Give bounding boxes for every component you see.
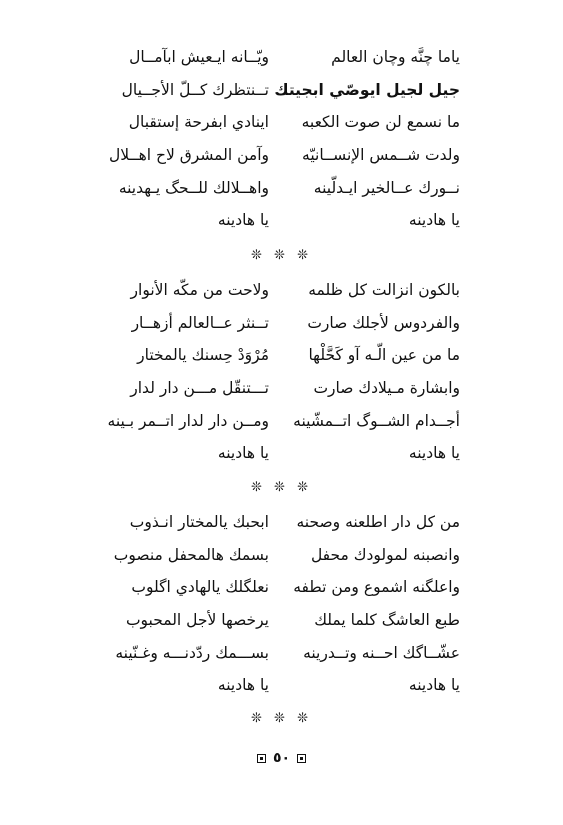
verse-second-hemistich: تــنتظرك كــلّ الأجــيال — [121, 80, 269, 99]
verse-line — [0, 110, 563, 143]
verse-first-hemistich: من كل دار اطلعنه وصحنه — [296, 513, 460, 531]
stanza-separator-3: ❊ ❊ ❊ — [251, 711, 312, 726]
square-ornament-icon — [257, 754, 266, 763]
verse-second-hemistich: يرخصها لأجل المحبوب — [125, 611, 269, 630]
verse-first-hemistich: وابشارة مـيلادك صارت — [313, 379, 460, 398]
verse-line — [0, 176, 563, 209]
stanza-separator-1: ❊ ❊ ❊ — [251, 248, 312, 263]
verse-line — [0, 278, 563, 311]
verse-line — [0, 673, 563, 706]
verse-line — [0, 510, 563, 543]
verse-line — [0, 78, 563, 111]
verse-first-hemistich: واعلگنه اشموع ومن تطفه — [293, 578, 460, 597]
verse-line — [0, 311, 563, 344]
square-ornament-icon — [297, 754, 306, 763]
verse-first-hemistich: يا هادينه — [408, 211, 460, 230]
verse-first-hemistich: بالكون انزالت كل ظلمه — [308, 281, 460, 299]
verse-line — [0, 208, 563, 241]
verse-second-hemistich: ويّــانه ايـعيش ابآمــال — [129, 48, 269, 66]
verse-first-hemistich: ما من عين الّـه آو كَحَّلْها — [308, 346, 460, 365]
stanza-1 — [0, 45, 563, 241]
verse-second-hemistich: يا هادينه — [217, 676, 269, 695]
verse-line — [0, 143, 563, 176]
verse-first-hemistich: طبع العاشگ كلما يملك — [314, 611, 460, 630]
verse-second-hemistich: بســـمك ردّدنـــه وغـنّينه — [115, 643, 269, 662]
verse-line — [0, 441, 563, 474]
verse-second-hemistich: يا هادينه — [217, 211, 269, 230]
verse-first-hemistich: يا هادينه — [408, 676, 460, 695]
verse-second-hemistich: وآمن المشرق لاح اهــلال — [109, 146, 269, 165]
verse-second-hemistich: ابحبك يالمختار انـذوب — [129, 513, 269, 531]
verse-line — [0, 641, 563, 674]
verse-second-hemistich: يا هادينه — [217, 444, 269, 463]
verse-line — [0, 575, 563, 608]
verse-second-hemistich: ومــن دار لدار اتــمر بـينه — [107, 411, 269, 430]
verse-first-hemistich: ما نسمع لن صوت الكعبه — [301, 113, 460, 132]
verse-line — [0, 376, 563, 409]
verse-line — [0, 343, 563, 376]
verse-line — [0, 608, 563, 641]
verse-first-hemistich: جيل لجيل ايوصّي ابجيتك — [274, 80, 460, 99]
verse-first-hemistich: والفردوس لأجلك صارت — [307, 313, 460, 332]
verse-second-hemistich: تـــتنقّل مـــن دار لدار — [130, 379, 269, 398]
verse-first-hemistich: ولدت شــمس الإنســانيّه — [302, 146, 460, 165]
stanza-2 — [0, 278, 563, 474]
verse-second-hemistich: اينادي ابفرحة إستقبال — [128, 113, 269, 132]
stanza-separator-2: ❊ ❊ ❊ — [251, 480, 312, 495]
page-number — [0, 749, 563, 767]
verse-second-hemistich: ولاحت من مكّه الأنوار — [130, 281, 269, 299]
stanza-3 — [0, 510, 563, 706]
page-number-text: ٥٠ — [272, 750, 291, 766]
verse-first-hemistich: وانصبنه لمولودك محفل — [310, 545, 460, 564]
verse-first-hemistich: يا هادينه — [408, 444, 460, 463]
verse-line — [0, 45, 563, 78]
verse-second-hemistich: واهــلالك للــحگ يـهدينه — [118, 178, 269, 197]
verse-second-hemistich: تــنثر عــالعالم أزهــار — [131, 313, 269, 332]
verse-first-hemistich: ياما چنَّه وچان العالم — [331, 48, 460, 66]
verse-line — [0, 409, 563, 442]
verse-line — [0, 543, 563, 576]
verse-first-hemistich: نــورك عــالخير ايـدلّينه — [313, 178, 460, 197]
verse-second-hemistich: بسمك هالمحفل منصوب — [113, 545, 269, 564]
verse-second-hemistich: مُرْوَدْ حِسنك يالمختار — [137, 346, 269, 365]
verse-second-hemistich: نعلگلك يالهادي اگلوب — [131, 578, 269, 597]
verse-first-hemistich: عشّــاگك احــنه وتــدرينه — [303, 643, 460, 662]
verse-first-hemistich: أجــدام الشــوگ اتــمشّينه — [293, 411, 460, 430]
